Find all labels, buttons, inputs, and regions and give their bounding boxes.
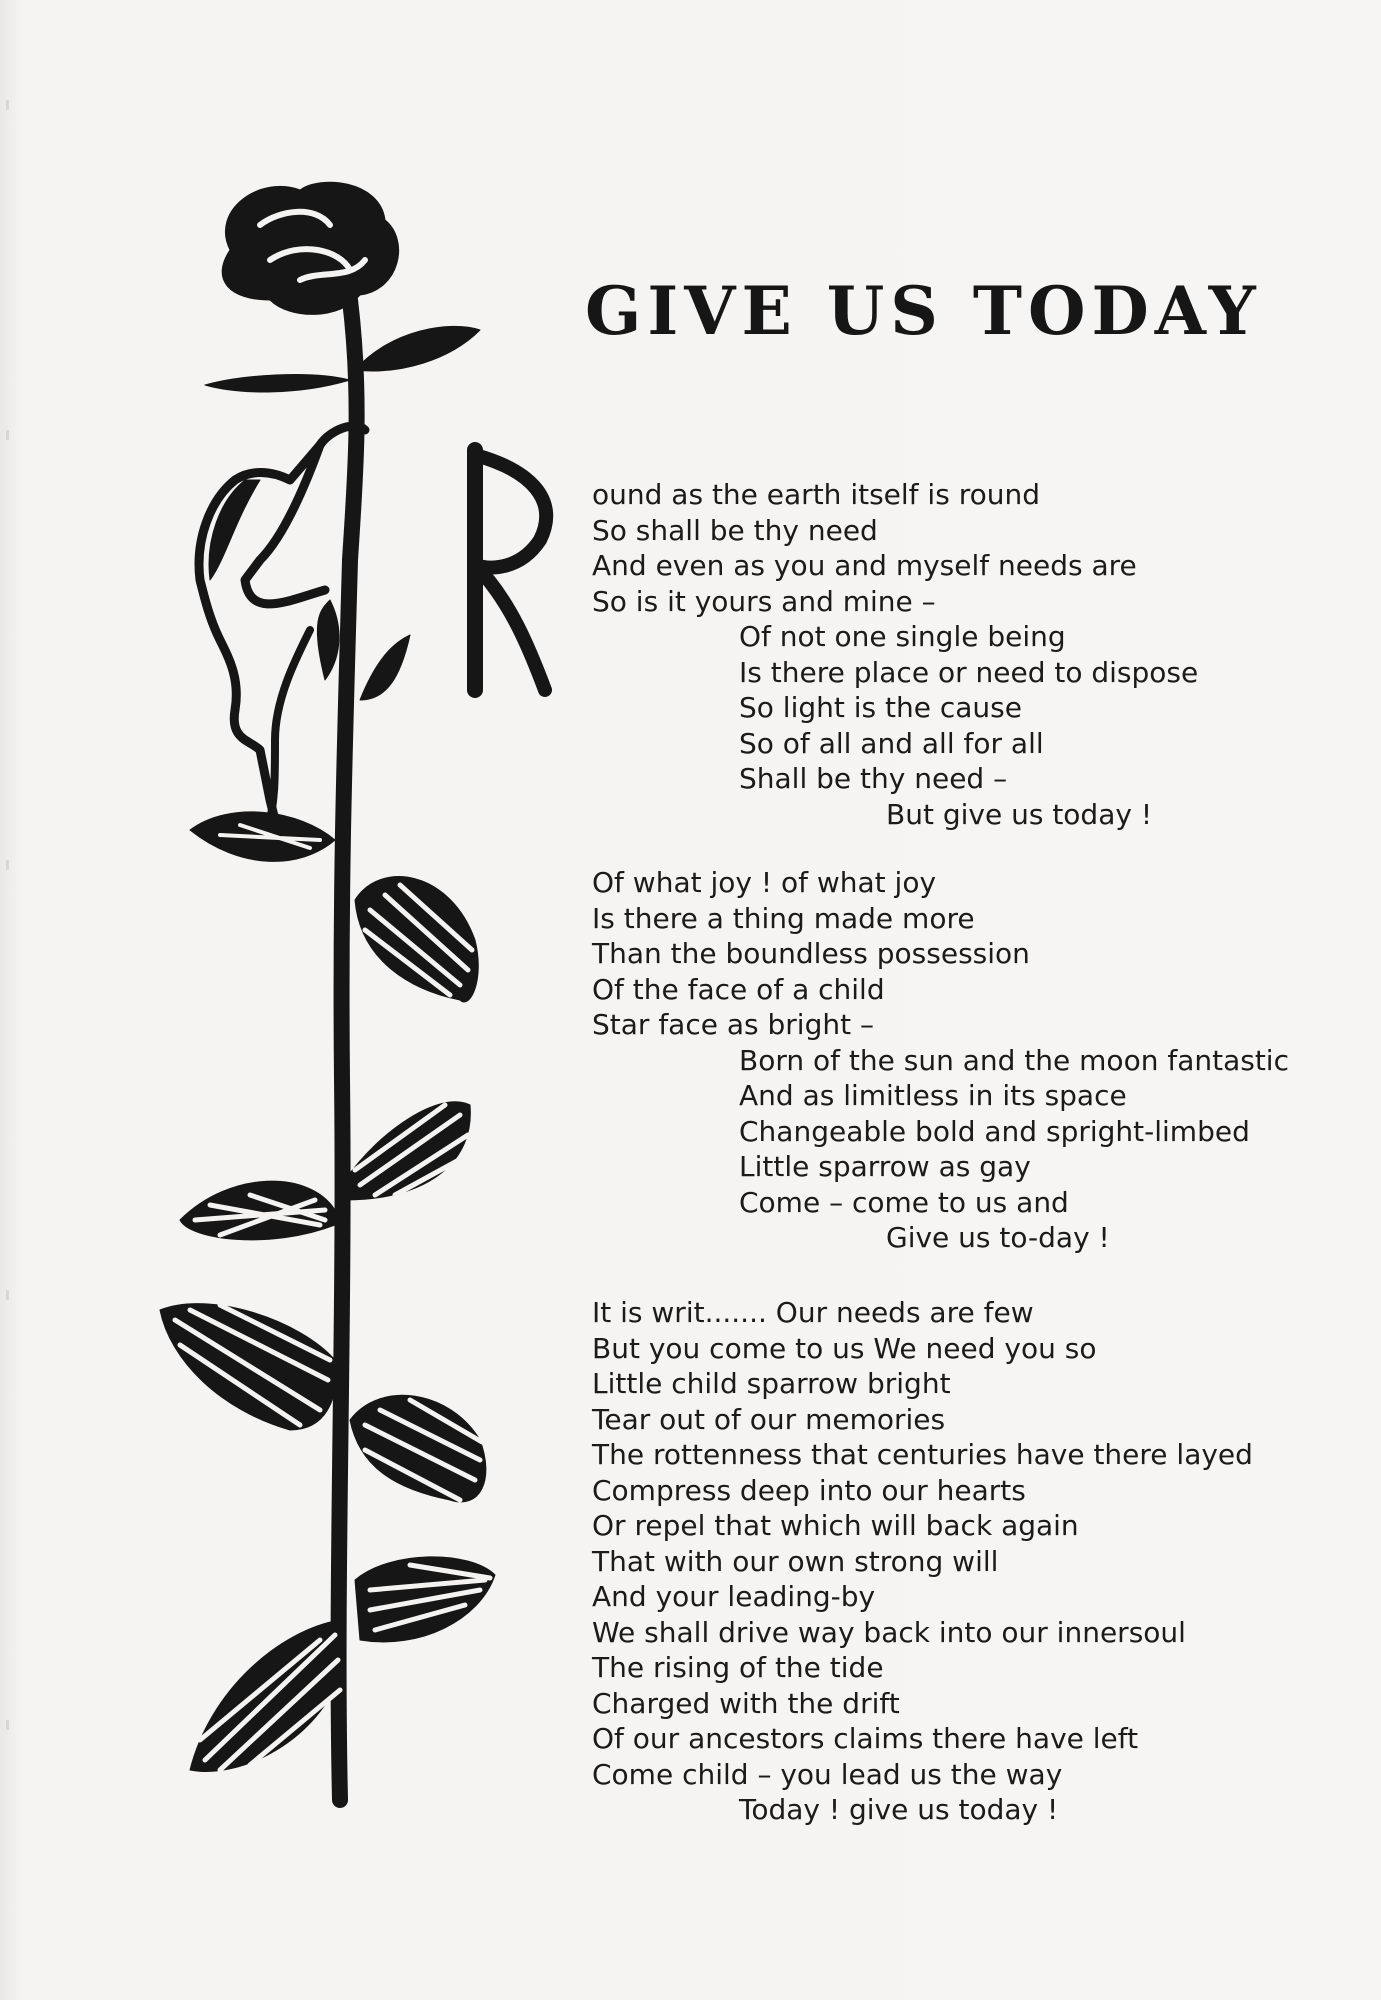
rose-stem-with-figure-icon <box>150 180 570 1820</box>
poem-line: So is it yours and mine – <box>592 584 936 618</box>
binding-stitch <box>6 1720 9 1730</box>
poem-line: Is there place or need to dispose <box>739 655 1199 689</box>
poem-line: Give us to-day ! <box>886 1221 1110 1254</box>
poem-line: Than the boundless possession <box>592 937 1030 970</box>
poem-line: That with our own strong will <box>592 1544 999 1578</box>
poem-line: Of our ancestors claims there have left <box>592 1722 1139 1755</box>
poem-line: Today ! give us today ! <box>739 1793 1059 1826</box>
poem-line: But give us today ! <box>886 797 1153 831</box>
poem-line: It is writ....... Our needs are few <box>592 1296 1034 1329</box>
poem-line: Is there a thing made more <box>592 901 975 935</box>
binding-stitch <box>6 100 9 110</box>
poem-line: We shall drive way back into our innersoul <box>592 1615 1186 1649</box>
poem-line: Come child – you lead us the way <box>592 1757 1063 1791</box>
poem-line: Little child sparrow bright <box>592 1367 951 1400</box>
poem-line: Changeable bold and spright-limbed <box>739 1114 1250 1148</box>
poem-line: Come – come to us and <box>739 1185 1069 1219</box>
poem-line: Charged with the drift <box>592 1686 900 1720</box>
binding-stitch <box>6 860 9 870</box>
poem-line: Born of the sun and the moon fantastic <box>739 1043 1289 1077</box>
poem-line: And your leading-by <box>592 1580 876 1613</box>
poem-line: So of all and all for all <box>739 726 1044 760</box>
poem-line: Tear out of our memories <box>592 1402 946 1436</box>
poem-line: Little sparrow as gay <box>739 1150 1031 1183</box>
poem-line: Or repel that which will back again <box>592 1509 1079 1542</box>
poem-line: Shall be thy need – <box>739 762 1008 795</box>
poem-line: And as limitless in its space <box>739 1079 1127 1112</box>
poem-line: And even as you and myself needs are <box>592 549 1137 582</box>
poem-line: But you come to us We need you so <box>592 1331 1097 1365</box>
poem-line: Star face as bright – <box>592 1008 874 1041</box>
poem-line: So light is the cause <box>739 691 1022 724</box>
poem-line: Compress deep into our hearts <box>592 1473 1026 1507</box>
page-title: GIVE US TODAY <box>585 272 1262 350</box>
poem-line: So shall be thy need <box>592 513 878 547</box>
binding-stitch <box>6 430 9 440</box>
binding-stitch <box>6 1290 9 1300</box>
poem-line: The rising of the tide <box>592 1651 884 1684</box>
poem-line: Of not one single being <box>739 620 1066 653</box>
poem-line: Of what joy ! of what joy <box>592 866 937 899</box>
poem-line: The rottenness that centuries have there layed <box>592 1438 1253 1471</box>
poem-line: Of the face of a child <box>592 972 885 1006</box>
poem-line: ound as the earth itself is round <box>592 478 1040 511</box>
